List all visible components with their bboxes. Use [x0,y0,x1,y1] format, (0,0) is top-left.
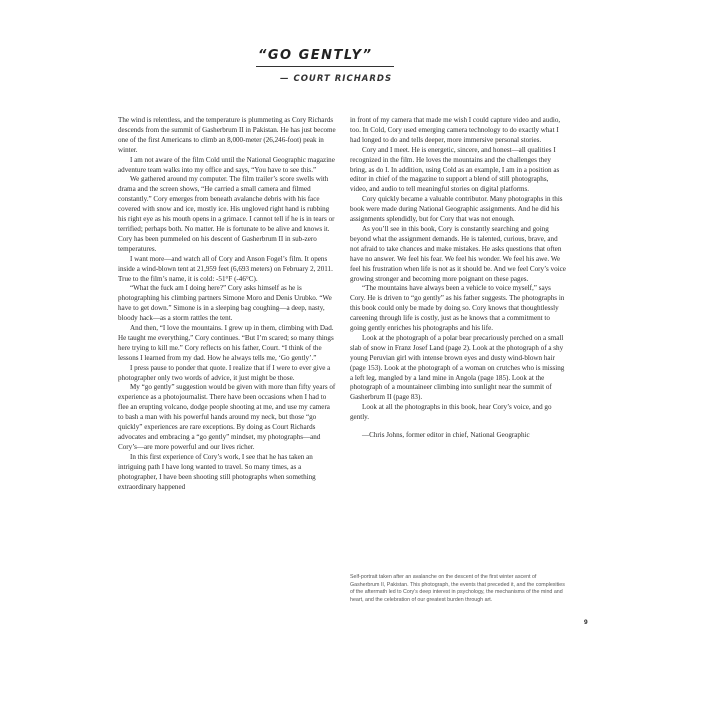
paragraph: “What the fuck am I doing here?” Cory asks himself as he is photographing his climbing partners Simone Moro and Denis Urubko. “We have to get down.” Simone is in a sleeping bag coughing—a deep, nasty, bloody hack—as a storm rattles the tent. [118,284,332,323]
paragraph: Look at the photograph of a polar bear precariously perched on a small slab of snow in Franz Josef Land (page 2). Look at the photograph of a shy young Peruvian girl with intense brown eyes and dusty wind-blown hair (page 153). Look at the photograph of a woman on crutches who is missing a left leg, mangled by a land mine in Angola (page 185). Look at the photograph of a mountaineer climbing into sunlight near the summit of Gasherbrum II (page 83). [350,333,565,402]
signature: —Chris Johns, former editor in chief, National Geographic [362,431,530,440]
paragraph: The wind is relentless, and the temperature is plummeting as Cory Richards descends from the summit of Gasherbrum II in Pakistan. He has just become one of the first Americans to climb an 8,000-meter (26,246-foot) peak in winter. [118,116,336,154]
paragraph: I am not aware of the film Cold until the National Geographic magazine adventure team walks into my office and says, “You have to see this.” [118,155,335,174]
photo-caption: Self-portrait taken after an avalanche on the descent of the first winter ascent of Gasherbrum II, Pakistan. This photograph, the events that preceded it, and the complexities of the aftermath led to Cory’s deep interest in psychology, the mechanisms of the mind and heart, and the celebration of our greatest burden through art. [350,574,565,603]
title-underline [256,66,394,67]
paragraph: In this first experience of Cory’s work, I see that he has taken an intriguing path I have long wanted to travel. So many times, as a photographer, I have been shooting still photographs when something extraordinary happened [118,452,316,491]
paragraph: As you’ll see in this book, Cory is constantly searching and going beyond what the assignment demands. He is talented, curious, brave, and not afraid to take chances and make mistakes. He asks questions that often have no answer. We feel his fear. We feel his wonder. We feel his awe. We feel his frustration when life is not as it should be. And we feel Cory’s voice growing stronger and becoming more poignant on these pages. [350,224,566,283]
chapter-title: “GO GENTLY” [258,48,373,63]
paragraph: I press pause to ponder that quote. I realize that if I were to ever give a photographer only two words of advice, it just might be those. [118,363,331,382]
paragraph: Look at all the photographs in this book, hear Cory’s voice, and go gently. [350,403,552,422]
right-column [350,116,566,441]
paragraph: “The mountains have always been a vehicle to voice myself,” says Cory. He is driven to “go gently” as his father suggests. The photographs in this book could only be made by doing so. Cory knows that thoughtlessly careening through life is costly, just as he knows that a commitment to going gently enriches his photographs and his life. [350,284,565,333]
paragraph: Cory quickly became a valuable contributor. Many photographs in this book were made during National Geographic assignments. And he did his assignments splendidly, but for Cory that was not enough. [350,195,563,224]
paragraph: My “go gently” suggestion would be given with more than fifty years of experience as a photojournalist. There have been occasions when I had to flee an erupting volcano, dodge people shooting at me, and use my camera to bash a man with his powerful hands around my neck, but those “go quickly” experiences are rare exceptions. By doing as Court Richards advocates and embracing a “go gently” mindset, my photographs—and Cory’s—are more powerful and our lives richer. [118,383,336,451]
page-number: 9 [584,619,588,626]
paragraph: Cory and I meet. He is energetic, sincere, and honest—all qualities I recognized in the film. He loves the mountains and the challenges they bring, as do I. In addition, using Cold as an example, I am in a position as editor in chief of the magazine to support a blend of still photographs, video, and audio to tell meaningful stories on digital platforms. [350,145,560,194]
paragraph: in front of my camera that made me wish I could capture video and audio, too. In Cold, Cory used emerging camera technology to do exactly what I had longed to do and tells deeper, more immersive personal stories. [350,116,561,144]
chapter-byline: — COURT RICHARDS [280,74,393,84]
chapter-heading [250,48,450,84]
left-column [118,116,336,492]
paragraph: I want more—and watch all of Cory and Anson Fogel’s film. It opens inside a wind-blown tent at 21,959 feet (6,693 meters) on February 2, 2011. True to the film’s name, it is cold: -51°F (-46°C). [118,254,333,283]
paragraph: We gathered around my computer. The film trailer’s score swells with drama and the screen shows, “He carried a small camera and filmed constantly.” Cory emerges from beneath avalanche debris with his face covered with snow and ice, mostly ice. His ungloved right hand is rubbing his right eye as his mouth opens in a grimace. I cannot tell if he is in tears or terrified; perhaps both. No matter. He is fortunate to be alive and knows it. Cory has been pummeled on his descent of Gasherbrum II in sub-zero temperatures. [118,175,335,253]
paragraph: And then, “I love the mountains. I grew up in them, climbing with Dad. He taught me everything,” Cory continues. “But I’m scared; so many things here trying to kill me.” Cory reflects on his father, Court. “I think of the lessons I learned from my dad. How he always tells me, ‘Go gently’.” [118,324,334,362]
